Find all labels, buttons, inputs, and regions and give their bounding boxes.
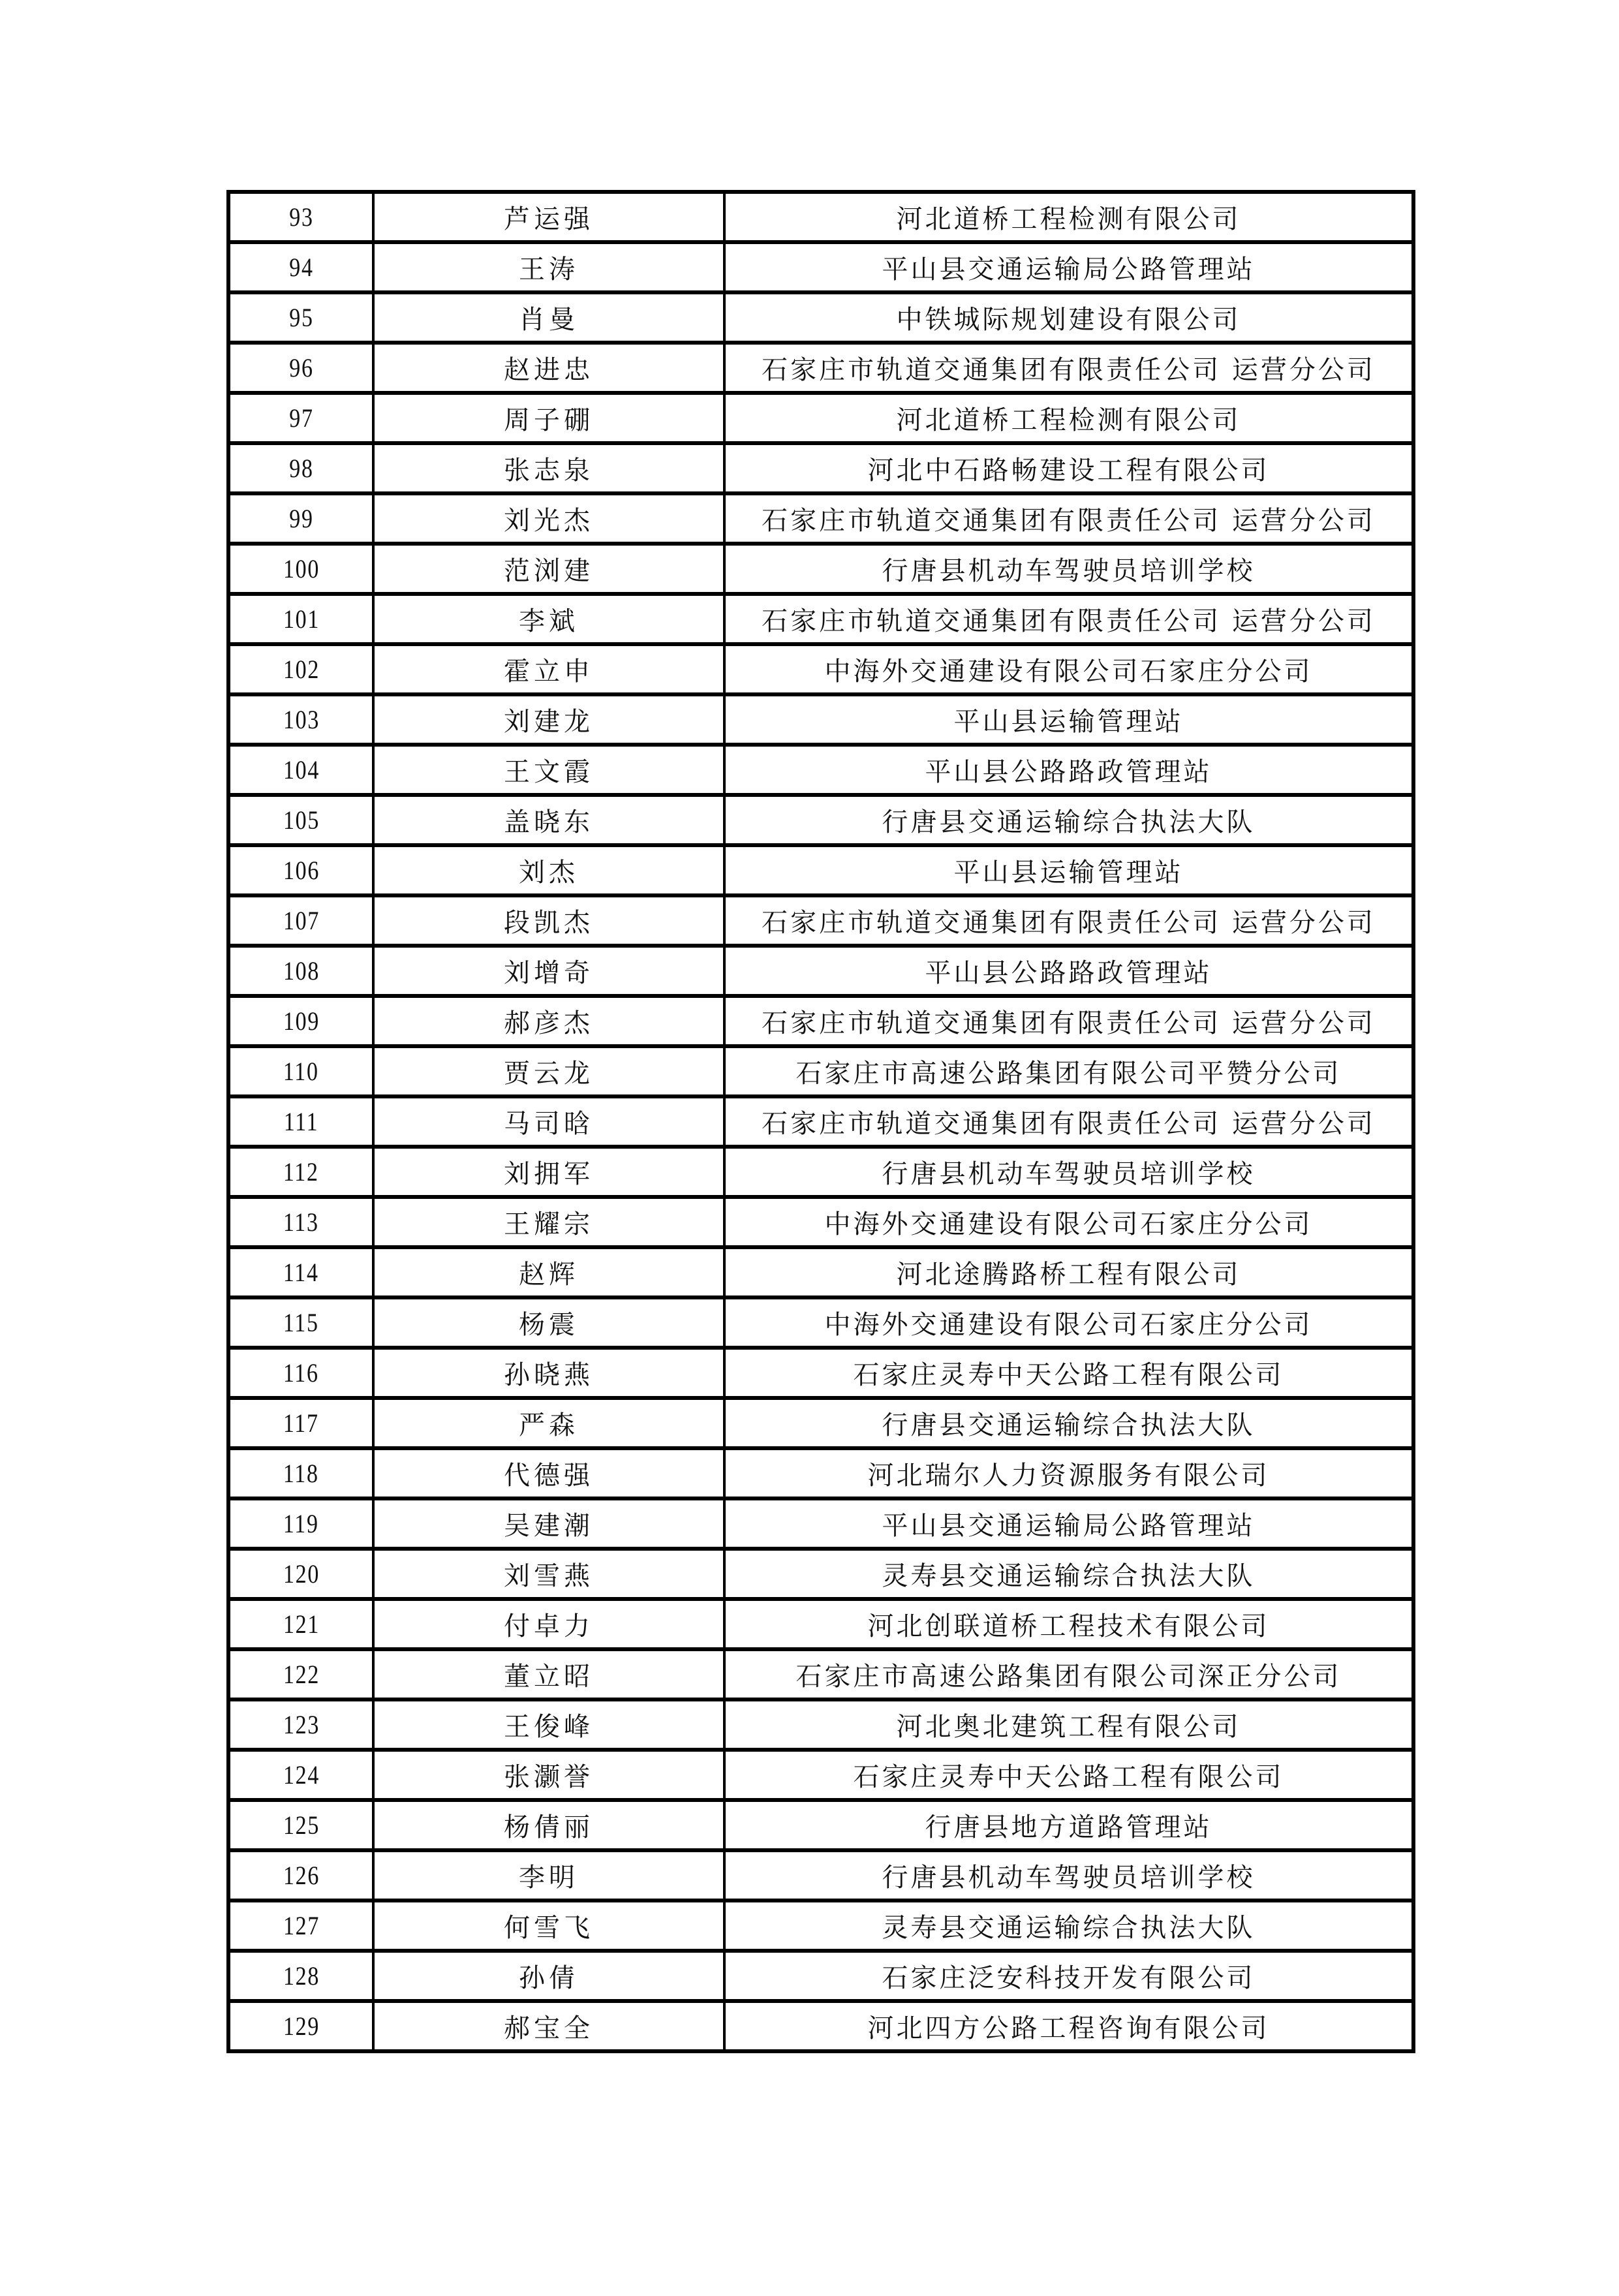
- row-number-cell: [228, 343, 373, 393]
- row-number-cell: [228, 996, 373, 1046]
- table-row: [228, 644, 1413, 694]
- person-name: 王文霞: [373, 745, 724, 795]
- row-number: 109: [283, 1006, 320, 1036]
- row-number: 93: [288, 202, 314, 232]
- person-name: 贾云龙: [373, 1046, 724, 1096]
- person-name: 董立昭: [373, 1649, 724, 1699]
- row-number: 105: [283, 805, 320, 835]
- row-number-cell: [228, 292, 373, 343]
- row-number: 98: [288, 454, 314, 483]
- person-name: 吴建潮: [373, 1498, 724, 1549]
- row-number: 120: [283, 1559, 320, 1589]
- row-number: 100: [283, 554, 320, 583]
- row-number-cell: [228, 1348, 373, 1398]
- row-number: 119: [283, 1509, 319, 1538]
- row-number: 127: [283, 1911, 320, 1940]
- person-name: 范浏建: [373, 544, 724, 594]
- row-number: 104: [283, 755, 320, 784]
- row-number-cell: [228, 1750, 373, 1800]
- table-row: [228, 443, 1413, 493]
- organization-name: 石家庄市轨道交通集团有限责任公司 运营分公司: [724, 895, 1413, 946]
- organization-name: 平山县公路路政管理站: [724, 946, 1413, 996]
- table-row: [228, 1197, 1413, 1247]
- row-number-cell: [228, 393, 373, 443]
- row-number: 114: [283, 1258, 319, 1287]
- row-number-cell: [228, 845, 373, 895]
- row-number-cell: [228, 1549, 373, 1599]
- person-name: 段凯杰: [373, 895, 724, 946]
- person-name: 张灏誉: [373, 1750, 724, 1800]
- row-number-cell: [228, 1147, 373, 1197]
- row-number-cell: [228, 1247, 373, 1297]
- organization-name: 中海外交通建设有限公司石家庄分公司: [724, 1297, 1413, 1348]
- table-row: [228, 1398, 1413, 1448]
- row-number: 97: [288, 403, 314, 433]
- organization-name: 灵寿县交通运输综合执法大队: [724, 1549, 1413, 1599]
- table-row: [228, 1800, 1413, 1850]
- row-number-cell: [228, 1951, 373, 2001]
- organization-name: 河北四方公路工程咨询有限公司: [724, 2001, 1413, 2051]
- row-number-cell: [228, 946, 373, 996]
- organization-name: 石家庄市轨道交通集团有限责任公司 运营分公司: [724, 996, 1413, 1046]
- table-row: [228, 1498, 1413, 1549]
- table-row: [228, 1046, 1413, 1096]
- person-name: 严森: [373, 1398, 724, 1448]
- person-name: 李斌: [373, 594, 724, 644]
- table-row: [228, 1699, 1413, 1750]
- person-name: 杨倩丽: [373, 1800, 724, 1850]
- row-number: 121: [283, 1609, 320, 1639]
- table-row: [228, 1348, 1413, 1398]
- row-number: 96: [288, 353, 314, 382]
- row-number-cell: [228, 1197, 373, 1247]
- row-number: 117: [283, 1408, 319, 1438]
- person-name: 王俊峰: [373, 1699, 724, 1750]
- row-number-cell: [228, 1498, 373, 1549]
- row-number-cell: [228, 745, 373, 795]
- table-row: [228, 1599, 1413, 1649]
- person-name: 芦运强: [373, 192, 724, 242]
- person-name: 刘光杰: [373, 493, 724, 544]
- row-number: 101: [283, 604, 320, 634]
- organization-name: 行唐县机动车驾驶员培训学校: [724, 1147, 1413, 1197]
- organization-name: 石家庄市轨道交通集团有限责任公司 运营分公司: [724, 594, 1413, 644]
- table-row: [228, 2001, 1413, 2051]
- row-number-cell: [228, 644, 373, 694]
- row-number: 107: [283, 906, 320, 935]
- person-name: 盖晓东: [373, 795, 724, 845]
- table-row: [228, 1750, 1413, 1800]
- organization-name: 石家庄市高速公路集团有限公司平赞分公司: [724, 1046, 1413, 1096]
- person-name: 刘杰: [373, 845, 724, 895]
- table-row: [228, 895, 1413, 946]
- table-row: [228, 946, 1413, 996]
- row-number-cell: [228, 1398, 373, 1448]
- table-row: [228, 795, 1413, 845]
- table-row: [228, 343, 1413, 393]
- row-number: 128: [283, 1961, 320, 1991]
- table-row: [228, 393, 1413, 443]
- table-row: [228, 996, 1413, 1046]
- person-name: 刘增奇: [373, 946, 724, 996]
- person-name: 王涛: [373, 242, 724, 292]
- table-row: [228, 1649, 1413, 1699]
- person-name: 何雪飞: [373, 1900, 724, 1951]
- table-row: [228, 544, 1413, 594]
- row-number-cell: [228, 1850, 373, 1900]
- row-number: 112: [283, 1157, 319, 1187]
- person-name: 刘建龙: [373, 694, 724, 745]
- organization-name: 行唐县交通运输综合执法大队: [724, 1398, 1413, 1448]
- table-row: [228, 1850, 1413, 1900]
- row-number: 118: [283, 1459, 319, 1488]
- row-number-cell: [228, 192, 373, 242]
- person-name: 肖曼: [373, 292, 724, 343]
- row-number-cell: [228, 443, 373, 493]
- row-number-cell: [228, 1800, 373, 1850]
- organization-name: 河北中石路畅建设工程有限公司: [724, 443, 1413, 493]
- person-name: 郝彦杰: [373, 996, 724, 1046]
- table-row: [228, 1247, 1413, 1297]
- person-name: 孙倩: [373, 1951, 724, 2001]
- organization-name: 河北创联道桥工程技术有限公司: [724, 1599, 1413, 1649]
- row-number: 123: [283, 1710, 320, 1739]
- organization-name: 行唐县机动车驾驶员培训学校: [724, 1850, 1413, 1900]
- row-number: 115: [283, 1308, 319, 1337]
- row-number: 110: [283, 1057, 319, 1086]
- organization-name: 行唐县交通运输综合执法大队: [724, 795, 1413, 845]
- row-number: 103: [283, 705, 320, 734]
- row-number: 125: [283, 1810, 320, 1840]
- organization-name: 中铁城际规划建设有限公司: [724, 292, 1413, 343]
- organization-name: 行唐县机动车驾驶员培训学校: [724, 544, 1413, 594]
- person-name: 杨震: [373, 1297, 724, 1348]
- row-number: 126: [283, 1861, 320, 1890]
- person-name: 李明: [373, 1850, 724, 1900]
- row-number: 129: [283, 2011, 320, 2041]
- table-row: [228, 242, 1413, 292]
- person-name: 张志泉: [373, 443, 724, 493]
- person-name: 孙晓燕: [373, 1348, 724, 1398]
- table-row: [228, 845, 1413, 895]
- organization-name: 河北瑞尔人力资源服务有限公司: [724, 1448, 1413, 1498]
- table-row: [228, 1549, 1413, 1599]
- organization-name: 平山县交通运输局公路管理站: [724, 242, 1413, 292]
- row-number-cell: [228, 694, 373, 745]
- table-row: [228, 745, 1413, 795]
- person-name: 马司晗: [373, 1096, 724, 1147]
- row-number-cell: [228, 1699, 373, 1750]
- row-number: 122: [283, 1660, 320, 1689]
- organization-name: 石家庄灵寿中天公路工程有限公司: [724, 1348, 1413, 1398]
- organization-name: 行唐县地方道路管理站: [724, 1800, 1413, 1850]
- row-number: 106: [283, 856, 320, 885]
- person-name: 刘拥军: [373, 1147, 724, 1197]
- organization-name: 平山县运输管理站: [724, 694, 1413, 745]
- roster-table-body: [228, 192, 1413, 2051]
- person-name: 郝宝全: [373, 2001, 724, 2051]
- person-name: 付卓力: [373, 1599, 724, 1649]
- table-row: [228, 1297, 1413, 1348]
- person-name: 赵进忠: [373, 343, 724, 393]
- row-number-cell: [228, 1096, 373, 1147]
- table-row: [228, 292, 1413, 343]
- row-number: 116: [283, 1358, 319, 1388]
- row-number-cell: [228, 795, 373, 845]
- table-row: [228, 594, 1413, 644]
- table-row: [228, 1951, 1413, 2001]
- organization-name: 石家庄市高速公路集团有限公司深正分公司: [724, 1649, 1413, 1699]
- row-number-cell: [228, 1599, 373, 1649]
- row-number: 95: [288, 303, 314, 332]
- organization-name: 平山县运输管理站: [724, 845, 1413, 895]
- row-number: 108: [283, 956, 320, 985]
- row-number-cell: [228, 594, 373, 644]
- table-row: [228, 694, 1413, 745]
- row-number: 94: [288, 253, 314, 282]
- organization-name: 河北道桥工程检测有限公司: [724, 393, 1413, 443]
- person-name: 代德强: [373, 1448, 724, 1498]
- organization-name: 石家庄灵寿中天公路工程有限公司: [724, 1750, 1413, 1800]
- row-number-cell: [228, 1448, 373, 1498]
- table-row: [228, 1096, 1413, 1147]
- row-number: 124: [283, 1760, 320, 1790]
- organization-name: 石家庄市轨道交通集团有限责任公司 运营分公司: [724, 343, 1413, 393]
- person-name: 周子硼: [373, 393, 724, 443]
- row-number-cell: [228, 2001, 373, 2051]
- organization-name: 石家庄泛安科技开发有限公司: [724, 1951, 1413, 2001]
- row-number-cell: [228, 544, 373, 594]
- organization-name: 中海外交通建设有限公司石家庄分公司: [724, 1197, 1413, 1247]
- organization-name: 平山县公路路政管理站: [724, 745, 1413, 795]
- row-number-cell: [228, 493, 373, 544]
- row-number-cell: [228, 1649, 373, 1699]
- row-number-cell: [228, 1297, 373, 1348]
- table-row: [228, 1147, 1413, 1197]
- organization-name: 石家庄市轨道交通集团有限责任公司 运营分公司: [724, 1096, 1413, 1147]
- table-row: [228, 493, 1413, 544]
- table-row: [228, 1448, 1413, 1498]
- organization-name: 灵寿县交通运输综合执法大队: [724, 1900, 1413, 1951]
- row-number-cell: [228, 1900, 373, 1951]
- roster-table: [226, 190, 1415, 2053]
- organization-name: 中海外交通建设有限公司石家庄分公司: [724, 644, 1413, 694]
- table-row: [228, 1900, 1413, 1951]
- person-name: 刘雪燕: [373, 1549, 724, 1599]
- organization-name: 河北奥北建筑工程有限公司: [724, 1699, 1413, 1750]
- organization-name: 河北途腾路桥工程有限公司: [724, 1247, 1413, 1297]
- row-number: 102: [283, 655, 320, 684]
- person-name: 霍立申: [373, 644, 724, 694]
- row-number-cell: [228, 895, 373, 946]
- row-number: 99: [288, 504, 314, 533]
- row-number: 113: [283, 1207, 319, 1237]
- row-number-cell: [228, 242, 373, 292]
- table-row: [228, 192, 1413, 242]
- organization-name: 平山县交通运输局公路管理站: [724, 1498, 1413, 1549]
- row-number: 111: [283, 1107, 319, 1136]
- organization-name: 河北道桥工程检测有限公司: [724, 192, 1413, 242]
- organization-name: 石家庄市轨道交通集团有限责任公司 运营分公司: [724, 493, 1413, 544]
- person-name: 王耀宗: [373, 1197, 724, 1247]
- row-number-cell: [228, 1046, 373, 1096]
- person-name: 赵辉: [373, 1247, 724, 1297]
